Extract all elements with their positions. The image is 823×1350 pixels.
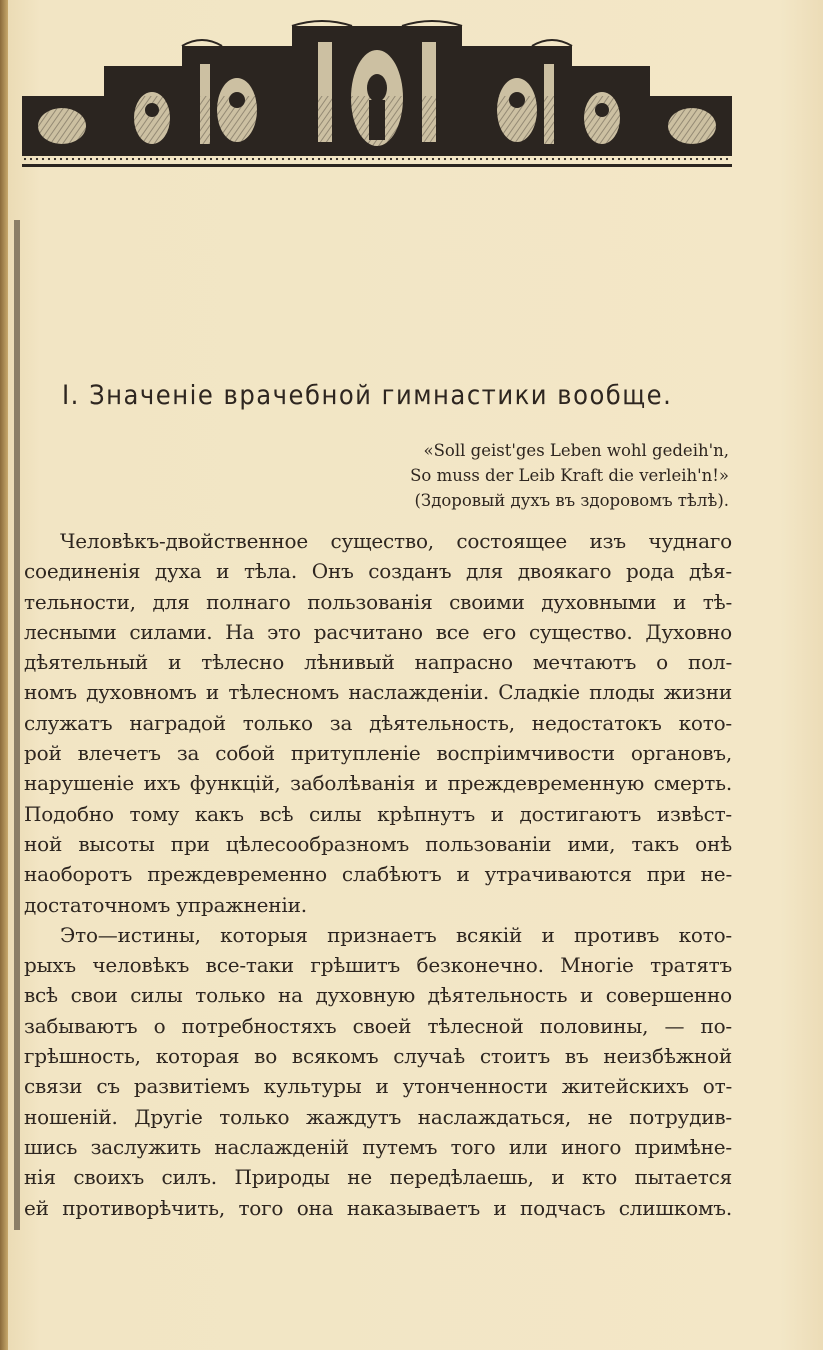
text-line: ей противорѣчить, того она наказываетъ и подчасъ слишкомъ.: [24, 1195, 732, 1220]
text-line: всѣ свои силы только на духовную дѣятельность и совершенно: [24, 983, 732, 1008]
epigraph-line: So muss der Leib Kraft die verleih'n!»: [410, 466, 729, 485]
text-line: тельности, для полнаго пользованія своими духовными и тѣ-: [24, 589, 732, 614]
text-line: рой влечетъ за собой притупленіе воспріимчивости органовъ,: [24, 741, 732, 766]
text-line: Человѣкъ-двойственное существо, состоящее изъ чуднаго: [60, 529, 732, 553]
page-binding-shadow: [14, 220, 20, 1230]
text-line: достаточномъ упражненіи.: [24, 892, 307, 917]
text-line: Подобно тому какъ всѣ силы крѣпнутъ и достигаютъ извѣст-: [24, 801, 732, 826]
paragraph: [24, 526, 732, 920]
text-line: ной высоты при цѣлесообразномъ пользованіи ими, такъ онѣ: [24, 831, 732, 856]
body-text: [24, 526, 732, 1223]
text-line: наоборотъ преждевременно слабѣютъ и утрачиваются при не-: [24, 862, 732, 887]
text-line: нарушеніе ихъ функцій, заболѣванія и преждевременную смерть.: [24, 771, 732, 796]
text-line: нія своихъ силъ. Природы не передѣлаешь, и кто пытается: [24, 1165, 732, 1190]
text-line: шись заслужить наслажденій путемъ того или иного примѣне-: [24, 1134, 732, 1159]
text-line: Это—истины, которыя признаетъ всякій и противъ кото-: [60, 922, 732, 947]
text-line: номъ духовномъ и тѣлесномъ наслажденіи. Сладкіе плоды жизни: [24, 680, 732, 705]
text-line: соединенія духа и тѣла. Онъ созданъ для двоякаго рода дѣя-: [24, 559, 732, 584]
chapter-title: I. Значеніе врачебной гимнастики вообще.: [62, 380, 673, 411]
text-line: служатъ наградой только за дѣятельность, недостатокъ кото-: [24, 710, 732, 735]
text-line: забываютъ о потребностяхъ своей тѣлесной половины, — по-: [24, 1013, 732, 1038]
text-line: связи съ развитіемъ культуры и утонченности житейскихъ от-: [24, 1074, 732, 1099]
text-line: ношеній. Другіе только жаждутъ наслаждаться, не потрудив-: [24, 1104, 732, 1129]
epigraph: [410, 438, 729, 513]
text-line: лесными силами. На это расчитано все его существо. Духовно: [24, 619, 732, 644]
text-line: грѣшность, которая во всякомъ случаѣ стоитъ въ неизбѣжной: [24, 1044, 732, 1069]
text-line: рыхъ человѣкъ все-таки грѣшитъ безконечно. Многіе тратятъ: [24, 953, 732, 978]
text-line: дѣятельный и тѣлесно лѣнивый напрасно мечтаютъ о пол-: [24, 650, 732, 675]
epigraph-line: (Здоровый духъ въ здоровомъ тѣлѣ).: [414, 491, 729, 510]
paragraph: [24, 920, 732, 1223]
epigraph-line: «Soll geist'ges Leben wohl gedeih'n,: [423, 441, 729, 460]
ornamental-headpiece: [22, 18, 732, 170]
page-spine-edge: [0, 0, 8, 1350]
